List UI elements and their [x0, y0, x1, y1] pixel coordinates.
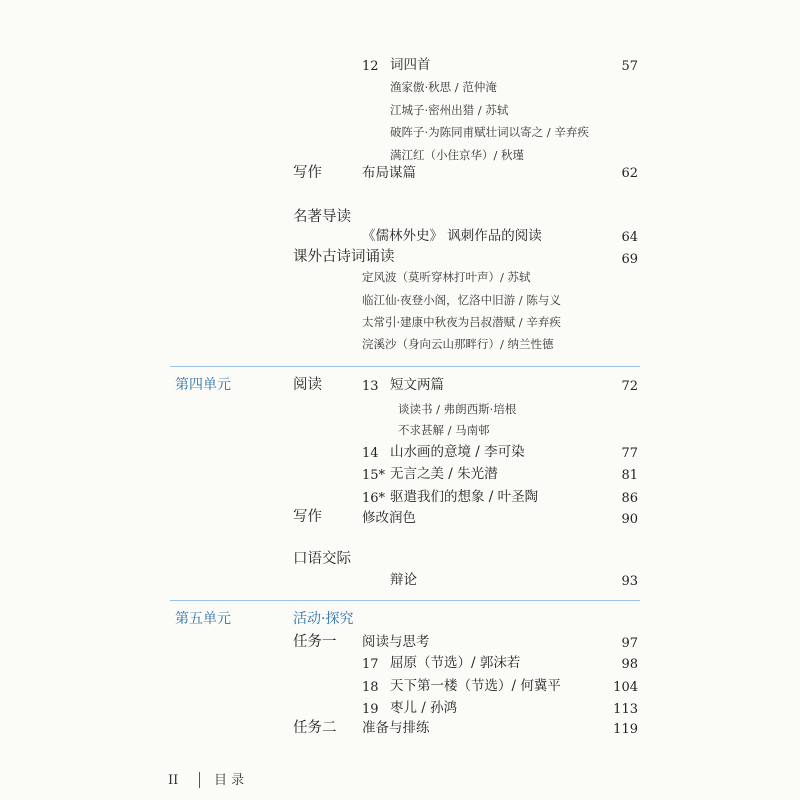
unit-5-divider	[170, 600, 640, 601]
task-1-title[interactable]: 阅读与思考	[362, 634, 430, 650]
writing-page: 62	[621, 166, 638, 181]
lesson-17-page: 98	[621, 657, 638, 672]
unit-5-heading: 第五单元	[175, 611, 231, 627]
lesson-19-page: 113	[613, 702, 638, 717]
task-2-title[interactable]: 准备与排练	[362, 720, 430, 736]
poem-item[interactable]: 渔家傲·秋思 / 范仲淹	[390, 80, 497, 94]
extra-poem-item[interactable]: 临江仙·夜登小阁，忆洛中旧游 / 陈与义	[362, 293, 561, 307]
lesson-13-item[interactable]: 谈读书 / 弗朗西斯·培根	[398, 402, 517, 416]
lesson-12-page: 57	[621, 59, 638, 74]
task-2-page: 119	[613, 722, 638, 737]
extra-poems-label[interactable]: 课外古诗词诵读	[293, 249, 395, 265]
lesson-19-title[interactable]: 枣儿 / 孙鸿	[390, 700, 458, 716]
unit-4-writing-label: 写作	[293, 509, 322, 525]
lesson-18-number: 18	[362, 680, 379, 695]
footer-page-number: II	[168, 773, 179, 788]
extra-poem-item[interactable]: 太常引·建康中秋夜为吕叔潜赋 / 辛弃疾	[362, 315, 561, 329]
oral-title[interactable]: 辩论	[390, 572, 417, 588]
lesson-17-title[interactable]: 屈原（节选）/ 郭沫若	[390, 655, 521, 671]
task-2-label: 任务二	[293, 720, 337, 736]
footer-separator	[199, 772, 200, 788]
extra-poem-item[interactable]: 定风波（莫听穿林打叶声）/ 苏轼	[362, 270, 531, 284]
reading-guide-label: 名著导读	[293, 209, 351, 225]
lesson-16-page: 86	[621, 491, 638, 506]
extra-poem-item[interactable]: 浣溪沙（身向云山那畔行）/ 纳兰性德	[362, 337, 554, 351]
unit-4-reading-label: 阅读	[293, 377, 322, 393]
task-1-page: 97	[621, 636, 638, 651]
reading-guide-page: 64	[621, 230, 638, 245]
lesson-16-title[interactable]: 驱遣我们的想象 / 叶圣陶	[390, 489, 539, 505]
lesson-12-title[interactable]: 词四首	[390, 57, 431, 73]
lesson-15-title[interactable]: 无言之美 / 朱光潜	[390, 466, 498, 482]
lesson-16-number: 16*	[362, 491, 386, 506]
lesson-15-page: 81	[621, 468, 638, 483]
lesson-13-item[interactable]: 不求甚解 / 马南邨	[398, 423, 490, 437]
activity-heading: 活动·探究	[293, 611, 354, 627]
poem-item[interactable]: 江城子·密州出猎 / 苏轼	[390, 103, 509, 117]
unit-4-divider	[170, 366, 640, 367]
unit-4-writing-title[interactable]: 修改润色	[362, 510, 416, 526]
lesson-14-number: 14	[362, 446, 379, 461]
unit-4-writing-page: 90	[621, 512, 638, 527]
writing-label: 写作	[293, 165, 322, 181]
lesson-15-number: 15*	[362, 468, 386, 483]
lesson-18-page: 104	[613, 680, 638, 695]
lesson-18-title[interactable]: 天下第一楼（节选）/ 何冀平	[390, 678, 561, 694]
writing-title[interactable]: 布局谋篇	[362, 165, 416, 181]
unit-4-heading: 第四单元	[175, 377, 231, 393]
lesson-13-title[interactable]: 短文两篇	[390, 377, 444, 393]
extra-poems-page: 69	[621, 252, 638, 267]
lesson-14-title[interactable]: 山水画的意境 / 李可染	[390, 444, 525, 460]
lesson-17-number: 17	[362, 657, 379, 672]
lesson-14-page: 77	[621, 446, 638, 461]
lesson-13-number: 13	[362, 379, 379, 394]
lesson-13-page: 72	[621, 379, 638, 394]
reading-guide-title[interactable]: 《儒林外史》 讽刺作品的阅读	[362, 228, 542, 244]
poem-item[interactable]: 满江红（小住京华）/ 秋瑾	[390, 148, 525, 162]
poem-item[interactable]: 破阵子·为陈同甫赋壮词以寄之 / 辛弃疾	[390, 125, 589, 139]
footer-label: 目 录	[214, 773, 245, 788]
oral-label: 口语交际	[293, 551, 351, 567]
task-1-label: 任务一	[293, 634, 337, 650]
lesson-12-number: 12	[362, 59, 379, 74]
oral-page: 93	[621, 574, 638, 589]
lesson-19-number: 19	[362, 702, 379, 717]
